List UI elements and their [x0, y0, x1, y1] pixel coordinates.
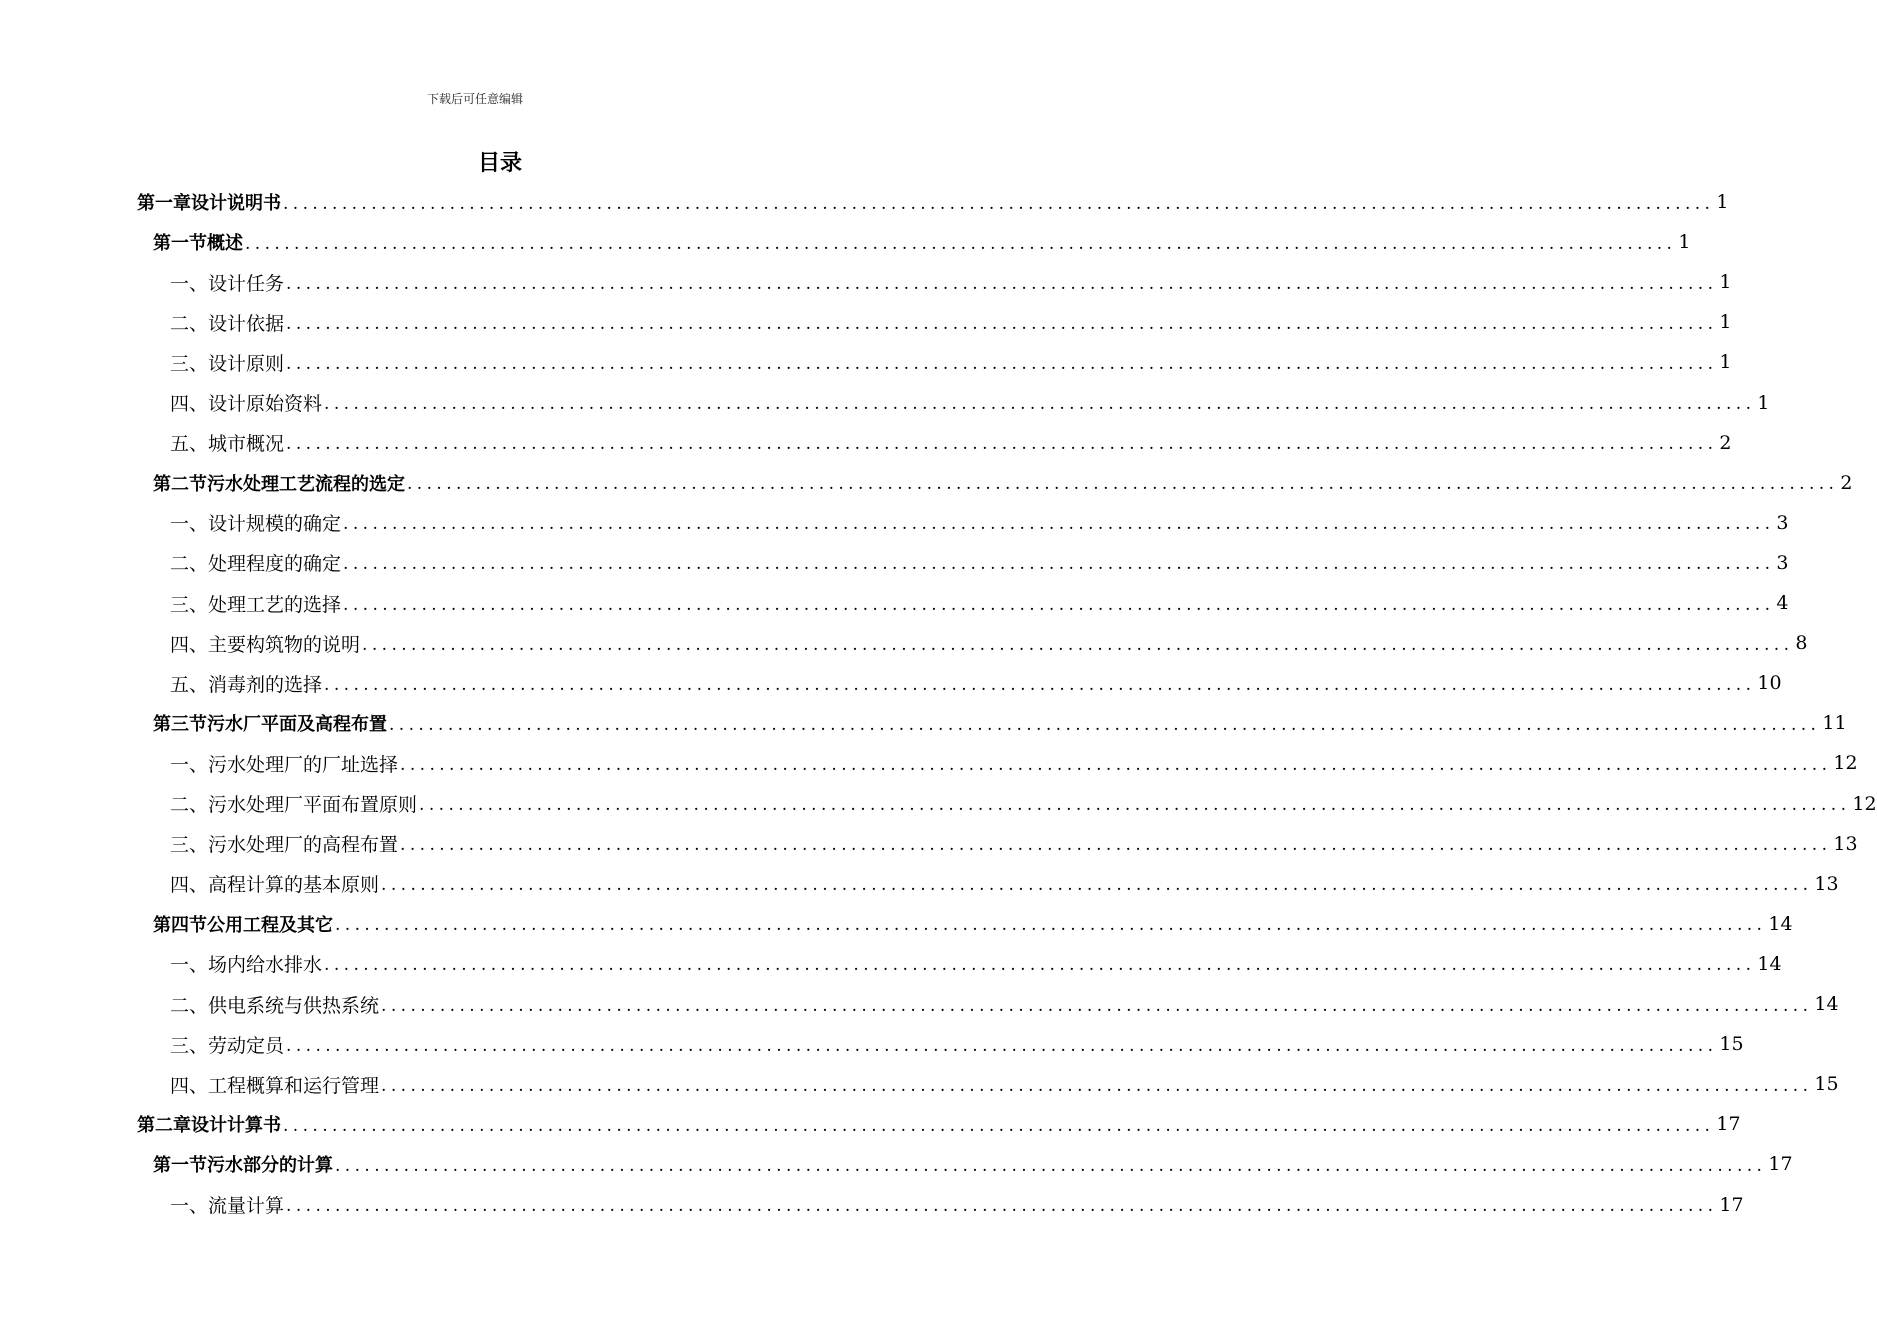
toc-entry-page-number: 17: [1719, 1193, 1744, 1216]
toc-entry-number: 四、: [170, 393, 209, 415]
toc-entry[interactable]: [0, 864, 1839, 904]
toc-entry[interactable]: [0, 824, 1858, 864]
toc-entry-label: 处理程度的确定: [208, 553, 342, 576]
toc-dot-leader: ..................................................................................................................................................: [245, 233, 1677, 254]
toc-dot-leader: ..................................................................................................................................................: [343, 514, 1775, 535]
toc-dot-leader: ..................................................................................................................................................: [286, 434, 1718, 455]
toc-entry-number: 二、: [170, 794, 209, 816]
toc-dot-leader: ..................................................................................................................................................: [286, 1196, 1718, 1216]
toc-dot-leader: ..................................................................................................................................................: [283, 1115, 1715, 1136]
toc-entry-label: 污水处理厂的厂址选择: [208, 753, 399, 776]
toc-entry-number: 三、: [170, 1034, 209, 1057]
toc-entry[interactable]: [0, 463, 1853, 503]
toc-entry[interactable]: [0, 342, 1732, 382]
toc-dot-leader: ..................................................................................................................................................: [343, 594, 1775, 615]
toc-dot-leader: ..................................................................................................................................................: [286, 273, 1718, 294]
toc-entry[interactable]: [0, 1024, 1744, 1064]
toc-dot-leader: ..................................................................................................................................................: [381, 995, 1813, 1016]
toc-entry-page-number: 3: [1776, 551, 1789, 574]
toc-entry-number: 二、: [170, 994, 209, 1017]
toc-entry-page-number: 12: [1833, 752, 1858, 775]
toc-title: 目录: [477, 151, 522, 176]
toc-entry-page-number: 17: [1768, 1153, 1793, 1176]
toc-entry-label: 公用工程及其它: [207, 914, 333, 936]
toc-entry-page-number: 1: [1716, 191, 1729, 213]
toc-dot-leader: ..................................................................................................................................................: [389, 714, 1821, 735]
toc-entry-page-number: 1: [1719, 351, 1732, 374]
toc-entry-page-number: 11: [1822, 712, 1847, 735]
toc-entry-page-number: 17: [1716, 1113, 1741, 1136]
toc-dot-leader: ..................................................................................................................................................: [407, 474, 1839, 495]
toc-dot-leader: ..................................................................................................................................................: [286, 353, 1718, 374]
toc-entry[interactable]: [0, 1144, 1793, 1184]
toc-dot-leader: ..................................................................................................................................................: [335, 915, 1767, 936]
toc-entry[interactable]: [0, 583, 1789, 623]
toc-dot-leader: ..................................................................................................................................................: [400, 835, 1832, 856]
toc-entry-label: 设计计算书: [191, 1115, 281, 1137]
toc-entry-number: 第一节: [153, 233, 207, 255]
toc-entry[interactable]: [0, 904, 1793, 944]
toc-entry-page-number: 13: [1833, 832, 1858, 855]
toc-entry-page-number: 2: [1840, 471, 1853, 494]
toc-entry-number: 一、: [170, 272, 209, 295]
toc-dot-leader: ..................................................................................................................................................: [324, 955, 1756, 976]
toc-dot-leader: ..................................................................................................................................................: [286, 313, 1718, 334]
toc-entry-page-number: 8: [1795, 632, 1808, 655]
toc-entry[interactable]: [0, 182, 1729, 222]
toc-entry-label: 设计任务: [208, 272, 285, 295]
toc-entry-label: 设计依据: [208, 312, 285, 335]
toc-entry-number: 一、: [170, 1195, 209, 1217]
toc-entry-number: 五、: [170, 673, 209, 696]
toc-entry[interactable]: [0, 302, 1732, 342]
toc-entry-page-number: 10: [1757, 672, 1782, 695]
toc-entry-number: 三、: [170, 352, 209, 375]
toc-entry-label: 工程概算和运行管理: [208, 1074, 380, 1097]
toc-dot-leader: ..................................................................................................................................................: [400, 754, 1832, 775]
toc-entry-number: 第二节: [153, 473, 207, 495]
toc-entry-page-number: 14: [1757, 952, 1782, 975]
toc-entry-page-number: 3: [1776, 511, 1789, 534]
toc-entry[interactable]: [0, 743, 1858, 783]
toc-entry[interactable]: [0, 623, 1808, 663]
toc-entry-number: 第四节: [153, 914, 207, 936]
toc-entry[interactable]: [0, 1104, 1741, 1144]
toc-dot-leader: ..................................................................................................................................................: [343, 554, 1775, 575]
toc-entry-number: 一、: [170, 513, 209, 536]
toc-entry-number: 四、: [170, 633, 209, 656]
toc-entry-number: 一、: [170, 954, 209, 977]
toc-entry-number: 三、: [170, 834, 209, 857]
toc-entry[interactable]: [0, 423, 1732, 463]
toc-entry-number: 二、: [170, 312, 209, 335]
toc-entry-label: 设计规模的确定: [208, 513, 342, 536]
toc-entry-label: 设计说明书: [191, 193, 281, 214]
toc-entry-label: 污水处理工艺流程的选定: [207, 473, 405, 495]
toc-entry[interactable]: [0, 543, 1789, 583]
toc-dot-leader: ..................................................................................................................................................: [283, 193, 1715, 214]
toc-entry-label: 污水处理厂平面布置原则: [208, 794, 418, 816]
toc-dot-leader: ..................................................................................................................................................: [324, 674, 1756, 695]
toc-entry-page-number: 12: [1852, 792, 1877, 815]
toc-entry-number: 第一章: [137, 193, 191, 214]
toc-entry[interactable]: [0, 784, 1877, 824]
toc-entry-page-number: 2: [1719, 431, 1732, 454]
toc-entry[interactable]: [0, 663, 1782, 703]
header-note: 下载后可任意编辑: [426, 92, 523, 106]
toc-entry-label: 主要构筑物的说明: [208, 633, 361, 656]
toc-entry-label: 污水部分的计算: [207, 1155, 333, 1177]
toc-entry-label: 设计原始资料: [208, 393, 323, 415]
toc-dot-leader: ..................................................................................................................................................: [419, 795, 1851, 815]
toc-entry-label: 场内给水排水: [208, 954, 323, 977]
toc-dot-leader: ..................................................................................................................................................: [324, 394, 1756, 414]
toc-entry-page-number: 4: [1776, 592, 1789, 614]
toc-entry-number: 第二章: [137, 1115, 191, 1137]
toc-entry-label: 城市概况: [208, 433, 285, 456]
toc-entry-page-number: 15: [1814, 1073, 1839, 1096]
toc-entry-label: 处理工艺的选择: [208, 593, 342, 616]
toc-entry-page-number: 15: [1719, 1033, 1744, 1056]
toc-entry-number: 五、: [170, 433, 209, 456]
toc-entry-label: 污水处理厂的高程布置: [208, 834, 399, 857]
toc-entry-number: 第三节: [153, 714, 207, 736]
toc-entry[interactable]: [0, 222, 1691, 262]
toc-entry[interactable]: [0, 1185, 1744, 1225]
toc-dot-leader: ..................................................................................................................................................: [335, 1155, 1767, 1176]
toc-entry-page-number: 1: [1719, 311, 1732, 334]
toc-entry-number: 四、: [170, 874, 209, 897]
toc-entry-page-number: 1: [1757, 391, 1770, 414]
toc-entry-number: 四、: [170, 1074, 209, 1097]
toc-entry-label: 高程计算的基本原则: [208, 874, 380, 897]
toc-entry-page-number: 1: [1678, 231, 1691, 254]
toc-entry[interactable]: [0, 1064, 1839, 1104]
toc-entry-label: 概述: [207, 233, 243, 255]
toc-entry-page-number: 1: [1719, 271, 1732, 294]
toc-entry-label: 流量计算: [208, 1195, 285, 1217]
toc-dot-leader: ..................................................................................................................................................: [286, 1035, 1718, 1056]
toc-entry-number: 第一节: [153, 1155, 207, 1177]
toc-dot-leader: ..................................................................................................................................................: [362, 634, 1794, 655]
toc-entry[interactable]: [0, 262, 1732, 302]
toc-dot-leader: ..................................................................................................................................................: [381, 875, 1813, 896]
toc-entry-number: 二、: [170, 553, 209, 576]
toc-entry-page-number: 13: [1814, 872, 1839, 895]
toc-entry[interactable]: [0, 383, 1770, 423]
toc-entry-number: 一、: [170, 753, 209, 776]
toc-entry-page-number: 14: [1814, 993, 1839, 1015]
toc-entry-label: 供电系统与供热系统: [208, 994, 380, 1017]
toc-entry[interactable]: [0, 503, 1789, 543]
toc-entry-label: 劳动定员: [208, 1034, 285, 1057]
toc-entry[interactable]: [0, 984, 1839, 1024]
toc-entry-page-number: 14: [1768, 912, 1793, 935]
toc-entry-label: 设计原则: [208, 352, 285, 375]
toc-entry[interactable]: [0, 703, 1847, 743]
toc-entry-label: 污水厂平面及高程布置: [207, 714, 387, 736]
toc-entry[interactable]: [0, 944, 1782, 984]
toc-dot-leader: ..................................................................................................................................................: [381, 1075, 1813, 1096]
toc-entry-label: 消毒剂的选择: [208, 673, 323, 696]
toc-entry-number: 三、: [170, 593, 209, 616]
